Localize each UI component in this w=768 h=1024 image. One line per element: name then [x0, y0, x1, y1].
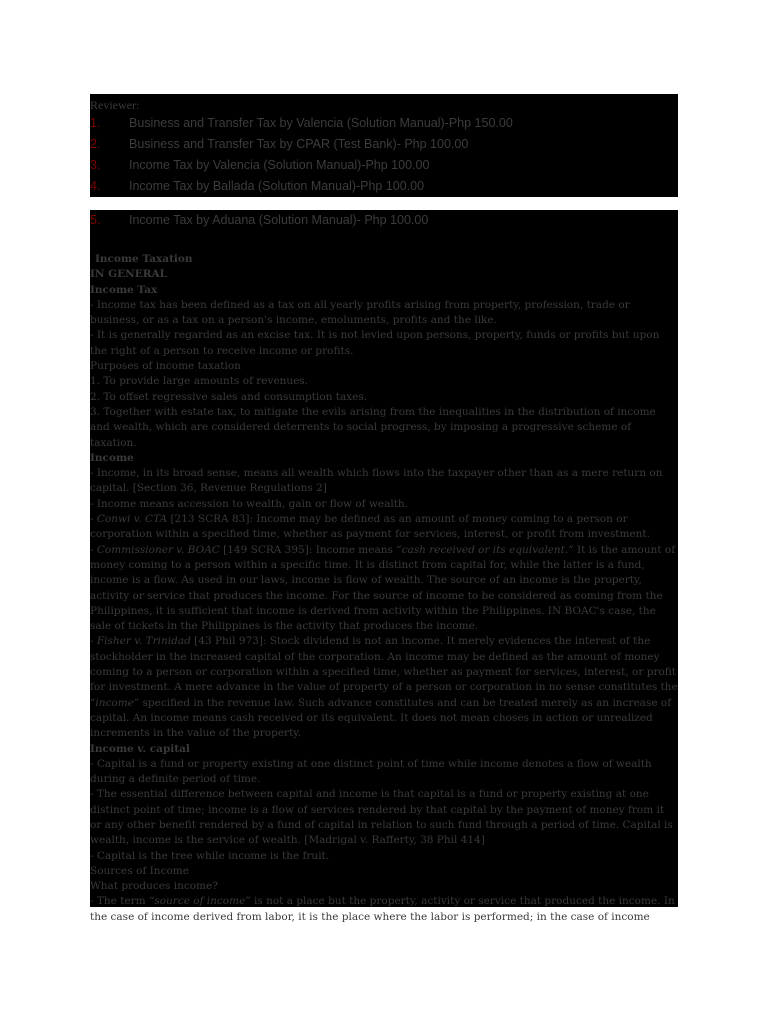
list-item [90, 134, 678, 155]
case-text: [149 SCRA 395]: Income means [219, 543, 397, 556]
list-item [90, 176, 678, 197]
list-item-number: 3. [90, 158, 101, 172]
paragraph: - Income means accession to wealth, gain or flow of wealth. [90, 497, 409, 510]
case-text: [43 Phil 973]: Stock dividend is not an income. It merely evidences the interest of the stockholder in the increased capital of the corporation. An income may be defined as the amount of money coming to a person or corporation within a specified time, whether as payment for services, interest, or profit for investment. A mere advance in the value of property of a person or corporation in no sense constitutes the [90, 635, 678, 694]
dash: - [90, 543, 97, 556]
paragraph: - Capital is the tree while income is the fruit. [90, 849, 330, 862]
case-name: Fisher v. Trinidad [96, 635, 191, 648]
list-item-number: 1. [90, 116, 101, 130]
case-name: Conwi v. CTA [96, 513, 168, 526]
case-text: specified in the revenue law. Such advance constitutes and can be treated merely as an increase of capital. An income means cash received or its equivalent. It does not mean choses in action or unrealized increments in the value of the property. [90, 696, 672, 740]
list-item-text: Income Tax by Ballada (Solution Manual)-Php 100.00 [129, 179, 425, 193]
document-title: Income Taxation [95, 253, 193, 265]
section-heading-income-v-capital: Income v. capital [90, 742, 190, 755]
list-item-text: Business and Transfer Tax by CPAR (Test Bank)- Php 100.00 [129, 137, 469, 151]
list-item-text: Income Tax by Valencia (Solution Manual)-Php 100.00 [129, 158, 430, 172]
case-name: Commissioner v. BOAC [96, 543, 220, 556]
purpose-item: 3. Together with estate tax, to mitigate the evils arising from the inequalities in the distribution of income and wealth, which are considered deterrents to social progress, by imposing a progressive scheme of taxation. [90, 405, 656, 449]
section-heading-income-tax: Income Tax [90, 283, 158, 296]
section-heading-in-general: IN GENERAL [90, 268, 167, 281]
quote: “income” [90, 696, 140, 709]
list-item-number: 4. [90, 179, 101, 193]
section-heading-purposes: Purposes of income taxation [90, 360, 241, 373]
paragraph: - Capital is a fund or property existing at one distinct point of time while income denotes a flow of wealth during a definite period of time. [90, 757, 652, 786]
quote: “cash received or its equivalent.” [396, 543, 574, 556]
text: is not a place but the property, activity or service that produced the income. In the case of income derived from labor, it is the place where the labor is performed; in the case of income [90, 895, 675, 923]
case-paragraph-conwi [90, 512, 678, 543]
list-item-number: 2. [90, 137, 101, 151]
paragraph-source-term [90, 894, 678, 925]
paragraph: - The essential difference between capital and income is that capital is a fund or property existing at one distinct point of time; income is a flow of services rendered by that capital by the payment of money from it or any other benefit rendered by a fund of capital in relation to such fund through a period of time. Capital is wealth, income is the service of wealth. [Madrigal v. Rafferty, 38 Phil 414] [90, 788, 673, 847]
list-item [90, 113, 678, 134]
list-item [90, 210, 678, 231]
reviewer-heading: Reviewer: [90, 98, 140, 112]
case-paragraph-boac [90, 543, 678, 635]
list-item-text: Income Tax by Aduana (Solution Manual)- Php 100.00 [129, 213, 429, 227]
list-item-text: Business and Transfer Tax by Valencia (Solution Manual)-Php 150.00 [129, 116, 513, 130]
text: - The term [90, 895, 149, 908]
section-heading-income: Income [90, 451, 134, 464]
sub-heading-what-produces: What produces income? [90, 880, 218, 893]
case-paragraph-fisher [90, 634, 678, 741]
reviewer-list-block [90, 94, 678, 197]
list-item [90, 155, 678, 176]
document-body-block [90, 210, 678, 923]
document-content [90, 252, 678, 925]
paragraph: - Income tax has been defined as a tax on all yearly profits arising from property, profession, trade or business, or as a tax on a person's income, emoluments, profits and the like. [90, 298, 630, 327]
purpose-item: 2. To offset regressive sales and consumption taxes. [90, 390, 368, 403]
paragraph: - Income, in its broad sense, means all wealth which flows into the taxpayer other than as a mere return on capital. [Section 36, Revenue Regulations 2] [90, 467, 663, 495]
quote: “source of income” [148, 895, 251, 908]
dash: - [90, 513, 97, 526]
purpose-item: 1. To provide large amounts of revenues. [90, 375, 309, 388]
section-heading-sources: Sources of Income [90, 864, 189, 877]
dash: - [90, 635, 97, 648]
paragraph: - It is generally regarded as an excise tax. It is not levied upon persons, property, funds or profits but upon the right of a person to receive income or profits. [90, 329, 660, 357]
list-item-number: 5. [90, 213, 101, 227]
case-text: [213 SCRA 83]: Income may be defined as an amount of money coming to a person or corporation within a specified time, whether as payment for services, interest, or profit from investment. [90, 513, 650, 541]
case-text: It is the amount of money coming to a person within a specific time. It is distinct from capital for, while the latter is a fund, income is a flow. As used in our laws, income is flow of wealth. The source of an income is the property, activity or service that produces the income. For the source of income to be considered as coming from the Philippines, it is sufficient that income is derived from activity within the Philippines. IN BOAC's case, the sale of tickets in the Philippines is the activity that produces the income. [90, 543, 676, 633]
